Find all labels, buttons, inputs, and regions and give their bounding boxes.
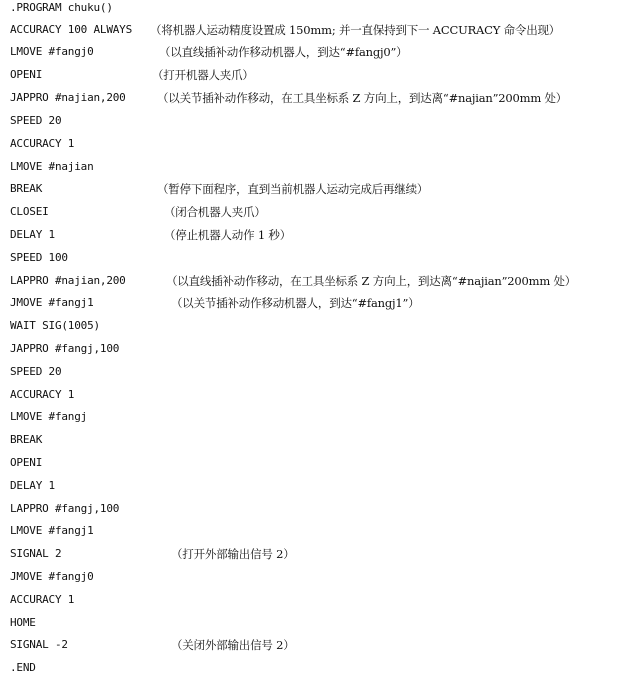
code-text: LMOVE #najian	[10, 160, 94, 173]
comment-text: （将机器人运动精度设置成 150mm; 并一直保持到下一 ACCURACY 命令出现）	[150, 23, 561, 37]
code-text: LAPPRO #najian,200	[10, 274, 126, 287]
program-line	[0, 133, 640, 155]
code-text: .PROGRAM chuku()	[10, 1, 113, 14]
comment-text: （以关节插补动作移动机器人，到达“#fangj1”）	[171, 296, 420, 310]
code-text: OPENI	[10, 68, 43, 81]
code-text: ACCURACY 1	[10, 137, 75, 150]
program-line	[0, 361, 640, 383]
code-text: ACCURACY 100 ALWAYS	[10, 23, 133, 36]
program-line	[0, 156, 640, 178]
comment-text: （暂停下面程序，直到当前机器人运动完成后再继续）	[157, 182, 429, 196]
code-text: LMOVE #fangj1	[10, 524, 94, 537]
program-line	[0, 406, 640, 428]
program-line	[0, 270, 640, 292]
code-text: SPEED 20	[10, 365, 62, 378]
program-line	[0, 110, 640, 132]
code-text: DELAY 1	[10, 479, 55, 492]
code-text: SIGNAL -2	[10, 638, 68, 651]
program-line	[0, 520, 640, 542]
program-line	[0, 292, 640, 314]
comment-text: （闭合机器人夹爪）	[164, 205, 266, 219]
code-text: .END	[10, 661, 36, 674]
code-text: OPENI	[10, 456, 43, 469]
code-text: LMOVE #fangj0	[10, 45, 94, 58]
code-text: LAPPRO #fangj,100	[10, 502, 120, 515]
code-text: JAPPRO #fangj,100	[10, 342, 120, 355]
program-line	[0, 247, 640, 269]
program-line	[0, 201, 640, 223]
program-line	[0, 612, 640, 634]
program-line	[0, 475, 640, 497]
program-line	[0, 566, 640, 588]
code-text: ACCURACY 1	[10, 593, 75, 606]
code-text: WAIT SIG(1005)	[10, 319, 100, 332]
program-line	[0, 634, 640, 656]
program-line	[0, 19, 640, 41]
comment-text: （以关节插补动作移动，在工具坐标系 Z 方向上，到达离“#najian”200mm 处）	[157, 91, 568, 105]
code-text: JAPPRO #najian,200	[10, 91, 126, 104]
program-line	[0, 429, 640, 451]
code-text: JMOVE #fangj0	[10, 570, 94, 583]
code-text: SPEED 100	[10, 251, 68, 264]
comment-text: （打开外部输出信号 2）	[171, 547, 295, 561]
program-line	[0, 452, 640, 474]
program-line	[0, 338, 640, 360]
program-line	[0, 64, 640, 86]
program-line	[0, 41, 640, 63]
program-line	[0, 178, 640, 200]
program-line	[0, 224, 640, 246]
code-text: ACCURACY 1	[10, 388, 75, 401]
program-line	[0, 384, 640, 406]
comment-text: （打开机器人夹爪）	[152, 68, 254, 82]
comment-text: （关闭外部输出信号 2）	[171, 638, 295, 652]
code-text: LMOVE #fangj	[10, 410, 88, 423]
code-text: SIGNAL 2	[10, 547, 62, 560]
comment-text: （以直线插补动作移动机器人，到达“#fangj0”）	[159, 45, 408, 59]
comment-text: （停止机器人动作 1 秒）	[164, 228, 292, 242]
program-line	[0, 543, 640, 565]
program-line	[0, 589, 640, 611]
code-text: BREAK	[10, 433, 43, 446]
program-line	[0, 315, 640, 337]
comment-text: （以直线插补动作移动，在工具坐标系 Z 方向上，到达离“#najian”200mm 处）	[166, 274, 577, 288]
code-text: SPEED 20	[10, 114, 62, 127]
program-line	[0, 498, 640, 520]
code-text: HOME	[10, 616, 36, 629]
code-text: DELAY 1	[10, 228, 55, 241]
code-text: BREAK	[10, 182, 43, 195]
program-line	[0, 87, 640, 109]
program-line	[0, 0, 640, 19]
code-text: JMOVE #fangj1	[10, 296, 94, 309]
code-text: CLOSEI	[10, 205, 49, 218]
program-line	[0, 657, 640, 679]
